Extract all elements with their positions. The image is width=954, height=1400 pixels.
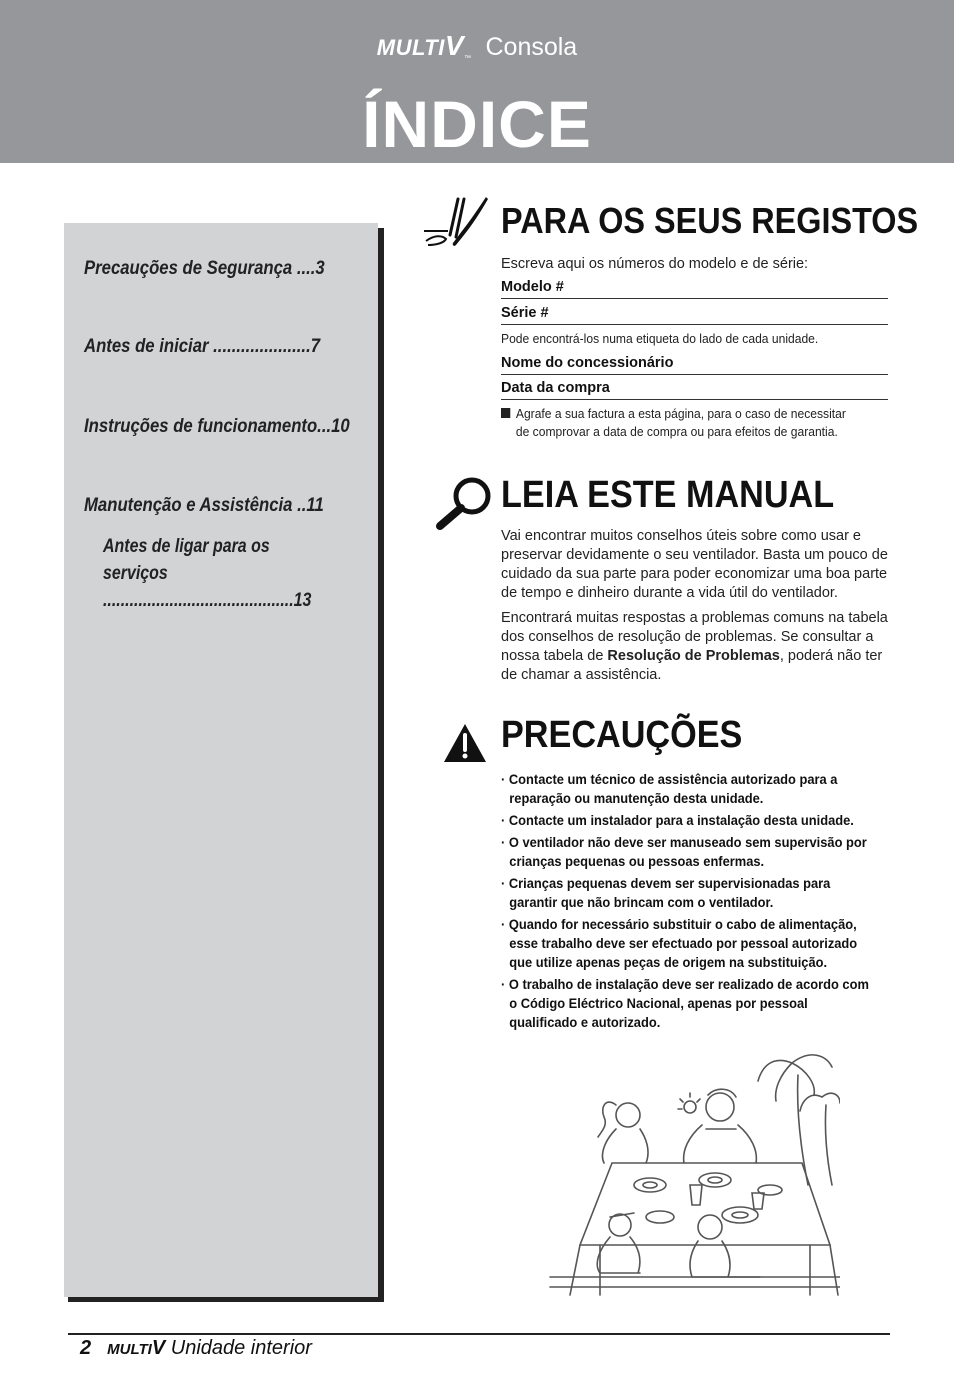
model-number-field[interactable]: Modelo # bbox=[501, 279, 888, 299]
toc-item-funcionamento[interactable]: Instruções de funcionamento...10 bbox=[84, 416, 350, 437]
manual-paragraph-1: Vai encontrar muitos conselhos úteis sobre como usar e preservar devidamente o seu ventilador. Basta um pouco de cuidado da sua parte para poder economizar uma boa parte de tempo e dinheiro durante a vida útil do ventilador. bbox=[501, 528, 888, 601]
label-location-note: Pode encontrá-los numa etiqueta do lado de cada unidade. bbox=[501, 331, 819, 346]
manual-title: LEIA ESTE MANUAL bbox=[501, 474, 835, 516]
product-subtitle: Consola bbox=[485, 33, 578, 61]
purchase-date-field[interactable]: Data da compra bbox=[501, 380, 888, 400]
trademark-mark: ™ bbox=[464, 55, 472, 62]
page-footer bbox=[80, 1337, 312, 1360]
magnifying-glass-icon bbox=[434, 474, 494, 532]
precaution-item: · Contacte um técnico de assistência autorizado para a reparação ou manutenção desta unidade. bbox=[501, 771, 838, 806]
precaution-item: · Quando for necessário substituir o cabo de alimentação, esse trabalho deve ser efectuado por pessoal autorizado que utilize apenas peças de origem na substituição. bbox=[501, 916, 858, 970]
invoice-note: Agrafe a sua factura a esta página, para o caso de necessitar de comprovar a data de compra ou para efeitos de garantia. bbox=[501, 405, 864, 441]
page-header bbox=[0, 0, 954, 163]
serial-number-field[interactable]: Série # bbox=[501, 305, 888, 325]
footer-brand-logo: MULTIV bbox=[107, 1337, 166, 1359]
page-number: 2 bbox=[80, 1337, 92, 1359]
dealer-name-field[interactable]: Nome do concessionário bbox=[501, 355, 888, 375]
table-of-contents bbox=[64, 223, 378, 1297]
toc-item-seguranca[interactable]: Precauções de Segurança ....3 bbox=[84, 258, 325, 279]
pen-icon bbox=[420, 195, 492, 255]
warning-triangle-icon bbox=[442, 722, 488, 764]
toc-sub-item-servicos[interactable] bbox=[103, 533, 338, 614]
precaution-item: · Crianças pequenas devem ser supervisionadas para garantir que não brincam com o ventilador. bbox=[501, 875, 831, 910]
precaucoes-title: PRECAUÇÕES bbox=[501, 714, 743, 756]
precaucoes-list bbox=[501, 770, 869, 1035]
square-bullet-icon bbox=[501, 408, 510, 418]
toc-sub-item-title: Antes de ligar para os serviços bbox=[103, 536, 270, 584]
registos-intro: Escreva aqui os números do modelo e de série: bbox=[501, 256, 809, 272]
toc-item-antes-iniciar[interactable]: Antes de iniciar .....................7 bbox=[84, 336, 321, 357]
brand-row bbox=[0, 30, 954, 62]
footer-rule bbox=[68, 1333, 890, 1335]
footer-subtitle: Unidade interior bbox=[170, 1337, 312, 1359]
manual-paragraph-2: Encontrará muitas respostas a problemas comuns na tabela dos conselhos de resolução de problemas. Se consultar a nossa tabela de Resolução de Problemas, poderá não ter de chamar a assistência. bbox=[501, 610, 888, 683]
toc-item-manutencao[interactable]: Manutenção e Assistência ..11 bbox=[84, 495, 324, 516]
precaution-item: · O ventilador não deve ser manuseado sem supervisão por crianças pequenas ou pessoas enfermas. bbox=[501, 834, 867, 869]
precaution-item: · Contacte um instalador para a instalação desta unidade. bbox=[501, 812, 854, 828]
page-title: ÍNDICE bbox=[362, 87, 592, 161]
registos-title: PARA OS SEUS REGISTOS bbox=[501, 200, 919, 241]
picnic-illustration bbox=[540, 1045, 840, 1310]
toc-sub-item-page: ...........................................13 bbox=[103, 590, 312, 611]
brand-logo: MULTIV bbox=[376, 30, 465, 61]
precaution-item: · O trabalho de instalação deve ser realizado de acordo com o Código Eléctrico Nacional, apenas por pessoal qualificado e autorizado. bbox=[501, 976, 869, 1030]
